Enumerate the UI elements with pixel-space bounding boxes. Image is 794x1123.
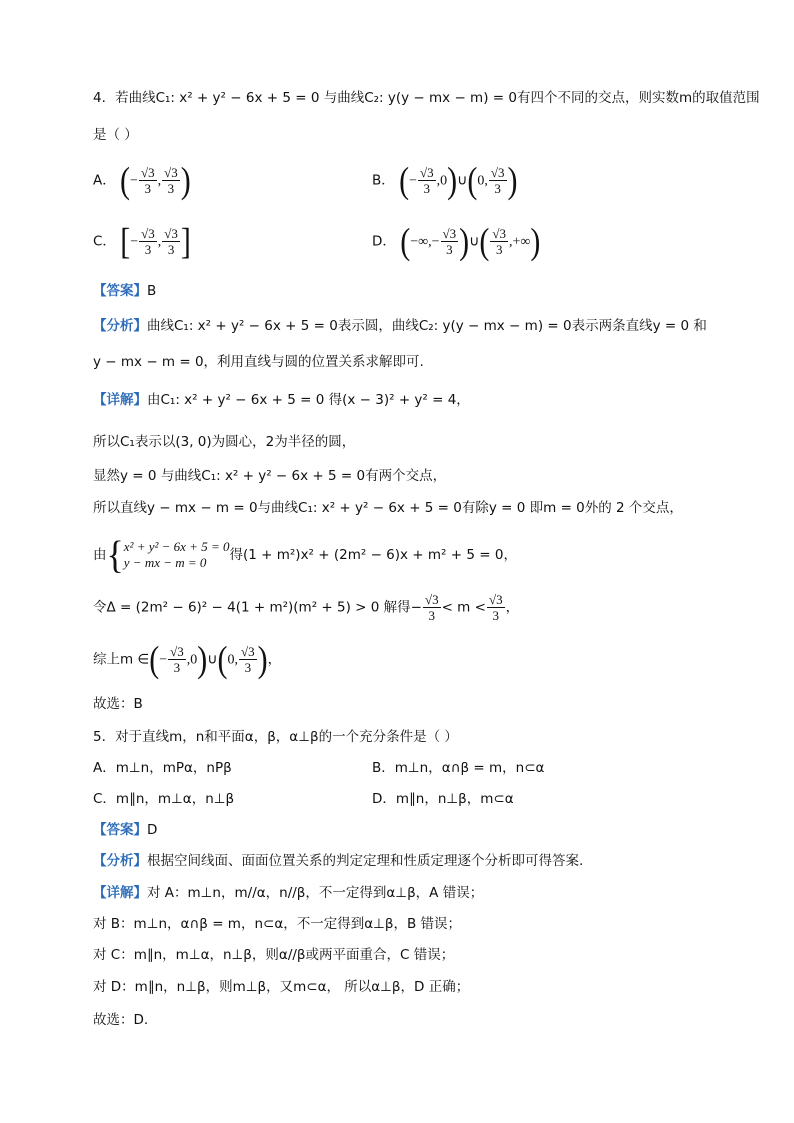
- q4-stem-line2: 是（ ）: [93, 127, 138, 143]
- q5-detail-line3: 对 C：m∥n，m⊥α，n⊥β，则α//β或两平面重合，C 错误；: [93, 947, 455, 963]
- q4-detail-line3: 显然y = 0 与曲线C₁: x² + y² − 6x + 5 = 0有两个交点，: [93, 468, 447, 484]
- answer-tag: 【答案】: [93, 822, 147, 838]
- analysis-tag: 【分析】: [93, 853, 147, 869]
- q5-option-a: A．m⊥n，mPα，nPβ: [93, 760, 232, 776]
- q4-detail-line7: 综上m ∈(− $\frac{√3}{3}$ ,0)∪(0, $\frac{√3}{3}$ )，: [93, 638, 282, 680]
- q4-option-d: D． (−∞,− $\frac{√3}{3}$ )∪( $\frac{√3}{3}$ ,+∞): [372, 220, 541, 262]
- q5-option-b: B．m⊥n，α∩β = m，n⊂α: [372, 760, 545, 776]
- q4-answer: [93, 281, 156, 301]
- q4-analysis-line1: 【分析】曲线C₁: x² + y² − 6x + 5 = 0表示圆，曲线C₂: y(y − mx − m) = 0表示两条直线y = 0 和: [93, 318, 707, 334]
- option-label: A．: [93, 172, 116, 189]
- q4-option-a: A． (− $\frac{√3}{3}$ , $\frac{√3}{3}$ ): [93, 159, 191, 201]
- q4-detail-line5: 由 { x² + y² − 6x + 5 = 0 y − mx − m = 0 得(1 + m²)x² + (2m² − 6)x + m² + 5 = 0，: [93, 533, 517, 577]
- analysis-tag: 【分析】: [93, 318, 147, 334]
- q5-detail-line4: 对 D：m∥n，n⊥β，则m⊥β，又m⊂α， 所以α⊥β，D 正确；: [93, 979, 470, 995]
- detail-tag: 【详解】: [93, 392, 147, 408]
- option-label: D．: [372, 233, 396, 250]
- q4-detail-line4: 所以直线y − mx − m = 0与曲线C₁: x² + y² − 6x + 5 = 0有除y = 0 即m = 0外的 2 个交点，: [93, 500, 683, 516]
- q5-analysis: 【分析】根据空间线面、面面位置关系的判定定理和性质定理逐个分析即可得答案.: [93, 853, 584, 869]
- option-label: C．: [93, 233, 116, 250]
- q4-detail-line1: 【详解】由C₁: x² + y² − 6x + 5 = 0 得(x − 3)² + y² = 4，: [93, 392, 470, 408]
- q5-answer: [93, 820, 157, 840]
- q4-detail-line2: 所以C₁表示以(3, 0)为圆心，2为半径的圆，: [93, 434, 356, 450]
- q4-final: 故选：B: [93, 696, 143, 712]
- q4-analysis-line2: y − mx − m = 0，利用直线与圆的位置关系求解即可.: [93, 354, 424, 370]
- q5-final: 故选：D.: [93, 1012, 149, 1028]
- q4-option-c: C． [− $\frac{√3}{3}$ , $\frac{√3}{3}$ ]: [93, 220, 191, 262]
- equation-system: { x² + y² − 6x + 5 = 0 y − mx − m = 0: [106, 533, 230, 577]
- q4-stem-line1: 4．若曲线C₁: x² + y² − 6x + 5 = 0 与曲线C₂: y(y − mx − m) = 0有四个不同的交点，则实数m的取值范围: [93, 90, 760, 106]
- q4-detail-line6: 令Δ = (2m² − 6)² − 4(1 + m²)(m² + 5) > 0 解得− $\frac{√3}{3}$ < m < $\frac{√3}{3}$ ，: [93, 592, 520, 623]
- q4-option-b: B． (− $\frac{√3}{3}$ ,0)∪(0, $\frac{√3}{3}$ ): [372, 159, 518, 201]
- q5-detail-line1: 【详解】对 A：m⊥n，m//α，n//β，不一定得到α⊥β，A 错误；: [93, 885, 484, 901]
- q5-option-c: C．m∥n，m⊥α，n⊥β: [93, 791, 235, 807]
- q5-option-d: D．m∥n，n⊥β，m⊂α: [372, 791, 514, 807]
- answer-value: D: [147, 822, 158, 838]
- q5-detail-line2: 对 B：m⊥n，α∩β = m，n⊂α，不一定得到α⊥β，B 错误；: [93, 916, 462, 932]
- detail-tag: 【详解】: [93, 885, 147, 901]
- answer-tag: 【答案】: [93, 283, 147, 299]
- q5-stem: 5．对于直线m，n和平面α，β，α⊥β的一个充分条件是（ ）: [93, 729, 458, 745]
- option-label: B．: [372, 172, 395, 189]
- answer-value: B: [147, 283, 157, 299]
